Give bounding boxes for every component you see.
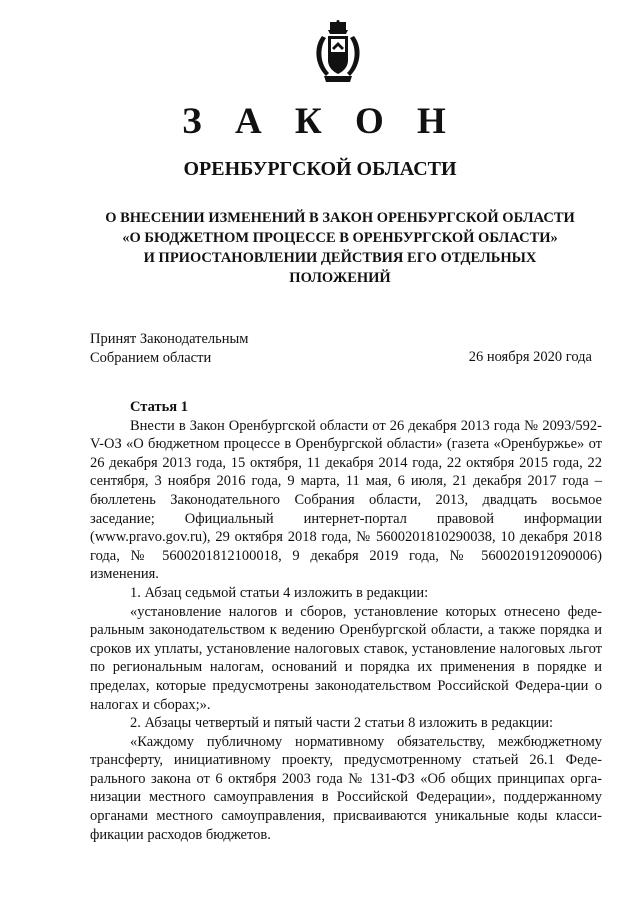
item-1-text: «установление налогов и сборов, установление которых отнесено феде-ральным законодательством к ведению Оренбургской области, а также порядка и сроков их уплаты, установление налоговых ставок, установление налоговых льгот по региональным налогам, оснований и порядка их применения в порядке и пределах, которые предусмотрены законодательством Российской Федера-ции о налогах и сборах;». bbox=[90, 603, 602, 713]
article-heading: Статья 1 bbox=[130, 399, 188, 415]
law-name bbox=[80, 208, 600, 288]
law-name-line: И ПРИОСТАНОВЛЕНИИ ДЕЙСТВИЯ ЕГО ОТДЕЛЬНЫХ bbox=[143, 250, 537, 266]
adoption-line: Принят Законодательным bbox=[90, 331, 249, 347]
item-2-heading: 2. Абзацы четвертый и пятый части 2 статьи 8 изложить в редакции: bbox=[130, 715, 554, 732]
document-body bbox=[90, 398, 602, 844]
adoption-date: 26 ноября 2020 года bbox=[468, 349, 592, 365]
law-name-line: О ВНЕСЕНИИ ИЗМЕНЕНИЙ В ЗАКОН ОРЕНБУРГСКОЙ ОБЛАСТИ bbox=[105, 210, 575, 226]
item-2-text: «Каждому публичному нормативному обязательству, межбюджетному трансферту, инициативному проекту, предусмотренному статьей 26.1 Феде-рального закона от 6 октября 2003 года № 131-ФЗ «Об общих принципах орга-низации местного самоуправления в Российской Федерации», поддержанному органами местного самоуправления, присваиваются уникальные коды класси-фикации расходов бюджетов. bbox=[90, 733, 602, 843]
adoption-note bbox=[90, 330, 248, 368]
item-1-heading: 1. Абзац седьмой статьи 4 изложить в редакции: bbox=[130, 584, 429, 601]
document-subtitle: ОРЕНБУРГСКОЙ ОБЛАСТИ bbox=[183, 158, 457, 180]
document-title: З А К О Н bbox=[182, 101, 458, 142]
coat-of-arms-icon bbox=[312, 20, 364, 84]
adoption-line: Собранием области bbox=[90, 350, 212, 366]
law-name-line: ПОЛОЖЕНИЙ bbox=[289, 270, 391, 286]
law-name-line: «О БЮДЖЕТНОМ ПРОЦЕССЕ В ОРЕНБУРГСКОЙ ОБЛАСТИ» bbox=[122, 230, 558, 246]
article-intro-paragraph: Внести в Закон Оренбургской области от 26 декабря 2013 года № 2093/592-V-ОЗ «О бюджетном процессе в Оренбургской области» (газета «Оренбуржье» от 26 декабря 2013 года, 15 октября, 11 декабря 2014 года, 22 октября 2015 года, 22 сентября, 3 ноября 2016 года, 9 марта, 11 мая, 6 июля, 21 декабря 2017 года – бюллетень Законодательного Собрания области, 2013, двадцать восьмое заседание; Официальный интернет-портал правовой информации (www.pravo.gov.ru), 29 октября 2018 года, № 5600201810290038, 10 декабря 2018 года, № 5600201812100018, 9 декабря 2019 года, № 5600201912090006) изменения. bbox=[90, 417, 602, 583]
